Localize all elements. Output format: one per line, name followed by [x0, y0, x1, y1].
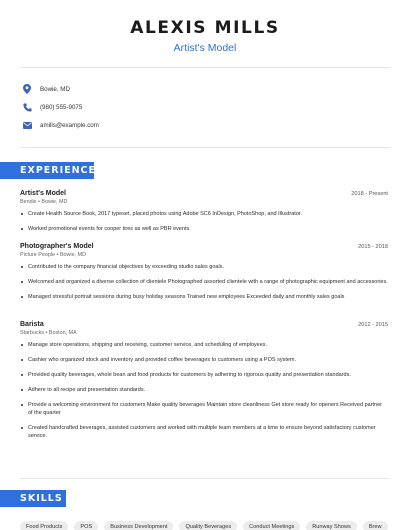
contact-phone[interactable]: [22, 98, 99, 116]
job-bullet: Manage store operations, shipping and receiving, customer service, and scheduling of employees.: [20, 341, 388, 349]
job-bullet: Created handcrafted beverages, assisted customers and worked with multiple team members at a time to ensure beyond satisfactory customer service.: [20, 424, 388, 441]
job-title: Barista: [20, 321, 44, 328]
contact-location: [22, 80, 99, 98]
job-entry: [20, 243, 388, 308]
job-bullet: Cashier who organized stock and inventory and provided coffee beverages to customers using a POS system.: [20, 356, 388, 364]
job-dates: 2012 - 2015: [358, 322, 388, 328]
job-bullet: Worked promotional events for cooper tires as well as PBR events.: [20, 225, 388, 233]
skill-tag: Conduct Meetings: [243, 521, 300, 530]
experience-heading: EXPERIENCE: [0, 162, 94, 179]
job-company: Starbucks • Boston, MA: [20, 330, 77, 336]
job-bullet: Provide a welcoming environment for customers Make quality beverages Maintain store cleanliness Get store ready for openers Received partner of the quarter: [20, 401, 388, 418]
job-bullet: Contributed to the company financial objectives by exceeding studio sales goals.: [20, 263, 388, 271]
experience-divider: [20, 478, 390, 479]
map-pin-icon: [22, 84, 32, 94]
location-text: Bowie, MD: [40, 85, 70, 93]
job-entry: [20, 190, 388, 240]
header-divider: [20, 67, 390, 68]
email-text: amills@example.com: [40, 121, 99, 129]
contact-email[interactable]: [22, 116, 99, 134]
contact-divider: [20, 147, 390, 148]
job-bullet: Welcomed and organized a diverse collection of clientele Photographed assorted clientele with a range of photographic equipment and accessories.: [20, 278, 388, 286]
job-bullet: Create Health Source Book, 2017 typeset, placed photos using Adobe SC6 InDesign, PhotoShop, and Illustrator.: [20, 210, 388, 218]
contact-list: [22, 80, 99, 134]
resume-header: [0, 0, 410, 54]
candidate-name: ALEXIS MILLS: [130, 18, 280, 38]
mail-icon: [22, 120, 32, 130]
job-bullets: [20, 341, 388, 441]
job-bullets: [20, 210, 388, 233]
job-entry: [20, 321, 388, 447]
job-title: Photographer's Model: [20, 243, 94, 250]
job-bullet: Adhere to all recipe and presentation standards.: [20, 386, 388, 394]
phone-text: (980) 555-9075: [40, 103, 83, 111]
skills-list: [20, 521, 400, 530]
phone-icon: [22, 102, 32, 112]
candidate-role: Artist's Model: [173, 42, 237, 54]
job-company: Picture People • Bowie, MD: [20, 252, 87, 258]
skill-tag: Runway Shows: [306, 521, 357, 530]
job-bullets: [20, 263, 388, 301]
job-company: Bendix • Bowie, MD: [20, 199, 68, 205]
job-title: Artist's Model: [20, 190, 67, 197]
job-bullet: Provided quality beverages, whole bean and food products for customers by adhering to rigorous quality and presentation standards.: [20, 371, 388, 379]
job-dates: 2015 - 2018: [358, 244, 388, 250]
skill-tag: Business Development: [104, 521, 173, 530]
skill-tag: POS: [74, 521, 98, 530]
job-dates: 2018 - Present: [351, 191, 388, 197]
job-bullet: Managed stressful portrait sessions during busy holiday seasons Trained new employees Exceeded daily and monthly sales goals: [20, 293, 388, 301]
skill-tag: Quality Beverages: [179, 521, 237, 530]
skills-heading: SKILLS: [0, 490, 66, 507]
skill-tag: Brew: [363, 521, 388, 530]
skill-tag: Food Products: [20, 521, 68, 530]
